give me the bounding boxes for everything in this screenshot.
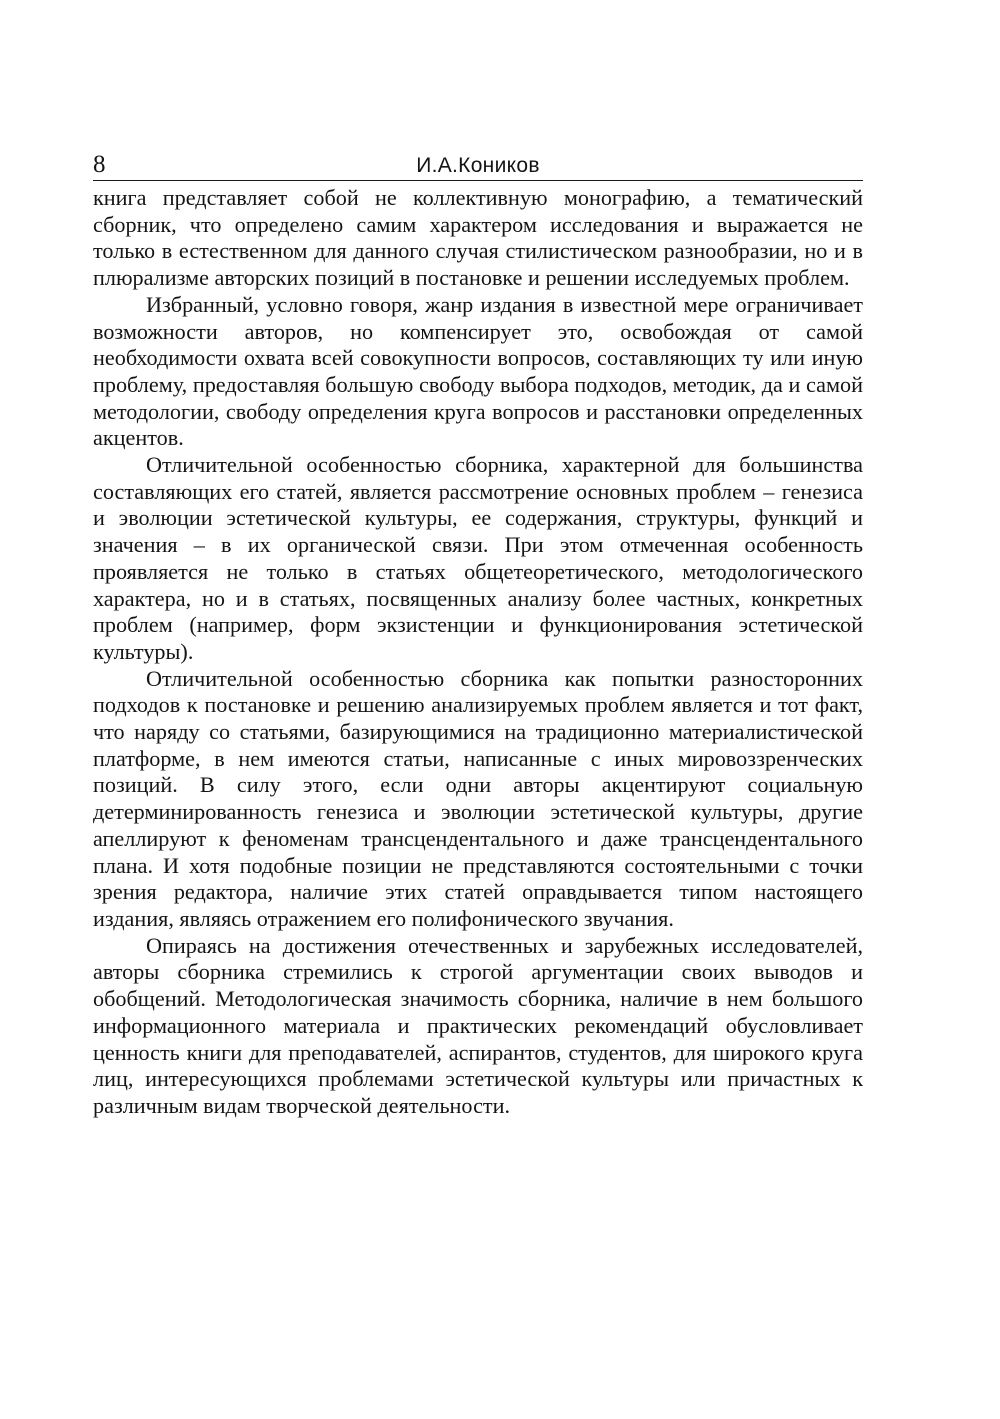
book-page: [93, 150, 863, 1120]
page-number: 8: [93, 151, 106, 178]
paragraph: Опираясь на достижения отечественных и зарубежных исследователей, авторы сборника стремились к строгой аргументации своих выводов и обобщений. Методологическая значимость сборника, наличие в нем большого информационного материала и практических рекомендаций обусловливает ценность книги для преподавателей, аспирантов, студентов, для широкого круга лиц, интересующихся проблемами эстетической культуры или причастных к различным видам творческой деятельности.: [93, 932, 863, 1118]
running-head: [93, 150, 863, 181]
paragraph: Избранный, условно говоря, жанр издания в известной мере ограничивает возможности авторов, но компенсирует это, освобождая от самой необходимости охвата всей совокупности вопросов, составляющих ту или иную проблему, предоставляя большую свободу выбора подходов, методик, да и самой методологии, свободу определения круга вопросов и расстановки определенных акцентов.: [93, 291, 863, 451]
body-text: [93, 185, 863, 1120]
paragraph-continuation: книга представляет собой не коллективную монографию, а тематический сборник, что определено самим характером исследования и выражается не только в естественном для данного случая стилистическом разнообразии, но и в плюрализме авторских позиций в постановке и решении исследуемых проблем.: [93, 185, 863, 291]
running-head-author: И.А.Коников: [416, 154, 540, 177]
paragraph: Отличительной особенностью сборника, характерной для большинства составляющих его статей, является рассмотрение основных проблем – генезиса и эволюции эстетической культуры, ее содержания, структуры, функций и значения – в их органической связи. При этом отмеченная особенность проявляется не только в статьях общетеоретического, методологического характера, но и в статьях, посвященных анализу более частных, конкретных проблем (например, форм экзистенции и функционирования эстетической культуры).: [93, 452, 863, 664]
paragraph: Отличительной особенностью сборника как попытки разносторонних подходов к постановке и решению анализируемых проблем является и тот факт, что наряду со статьями, базирующимися на традиционно материалистической платформе, в нем имеются статьи, написанные с иных мировоззренческих позиций. В силу этого, если одни авторы акцентируют социальную детерминированность генезиса и эволюции эстетической культуры, другие апеллируют к феноменам трансцендентального и даже трансцендентального плана. И хотя подобные позиции не представляются состоятельными с точки зрения редактора, наличие этих статей оправдывается типом настоящего издания, являясь отражением его полифонического звучания.: [93, 665, 863, 931]
